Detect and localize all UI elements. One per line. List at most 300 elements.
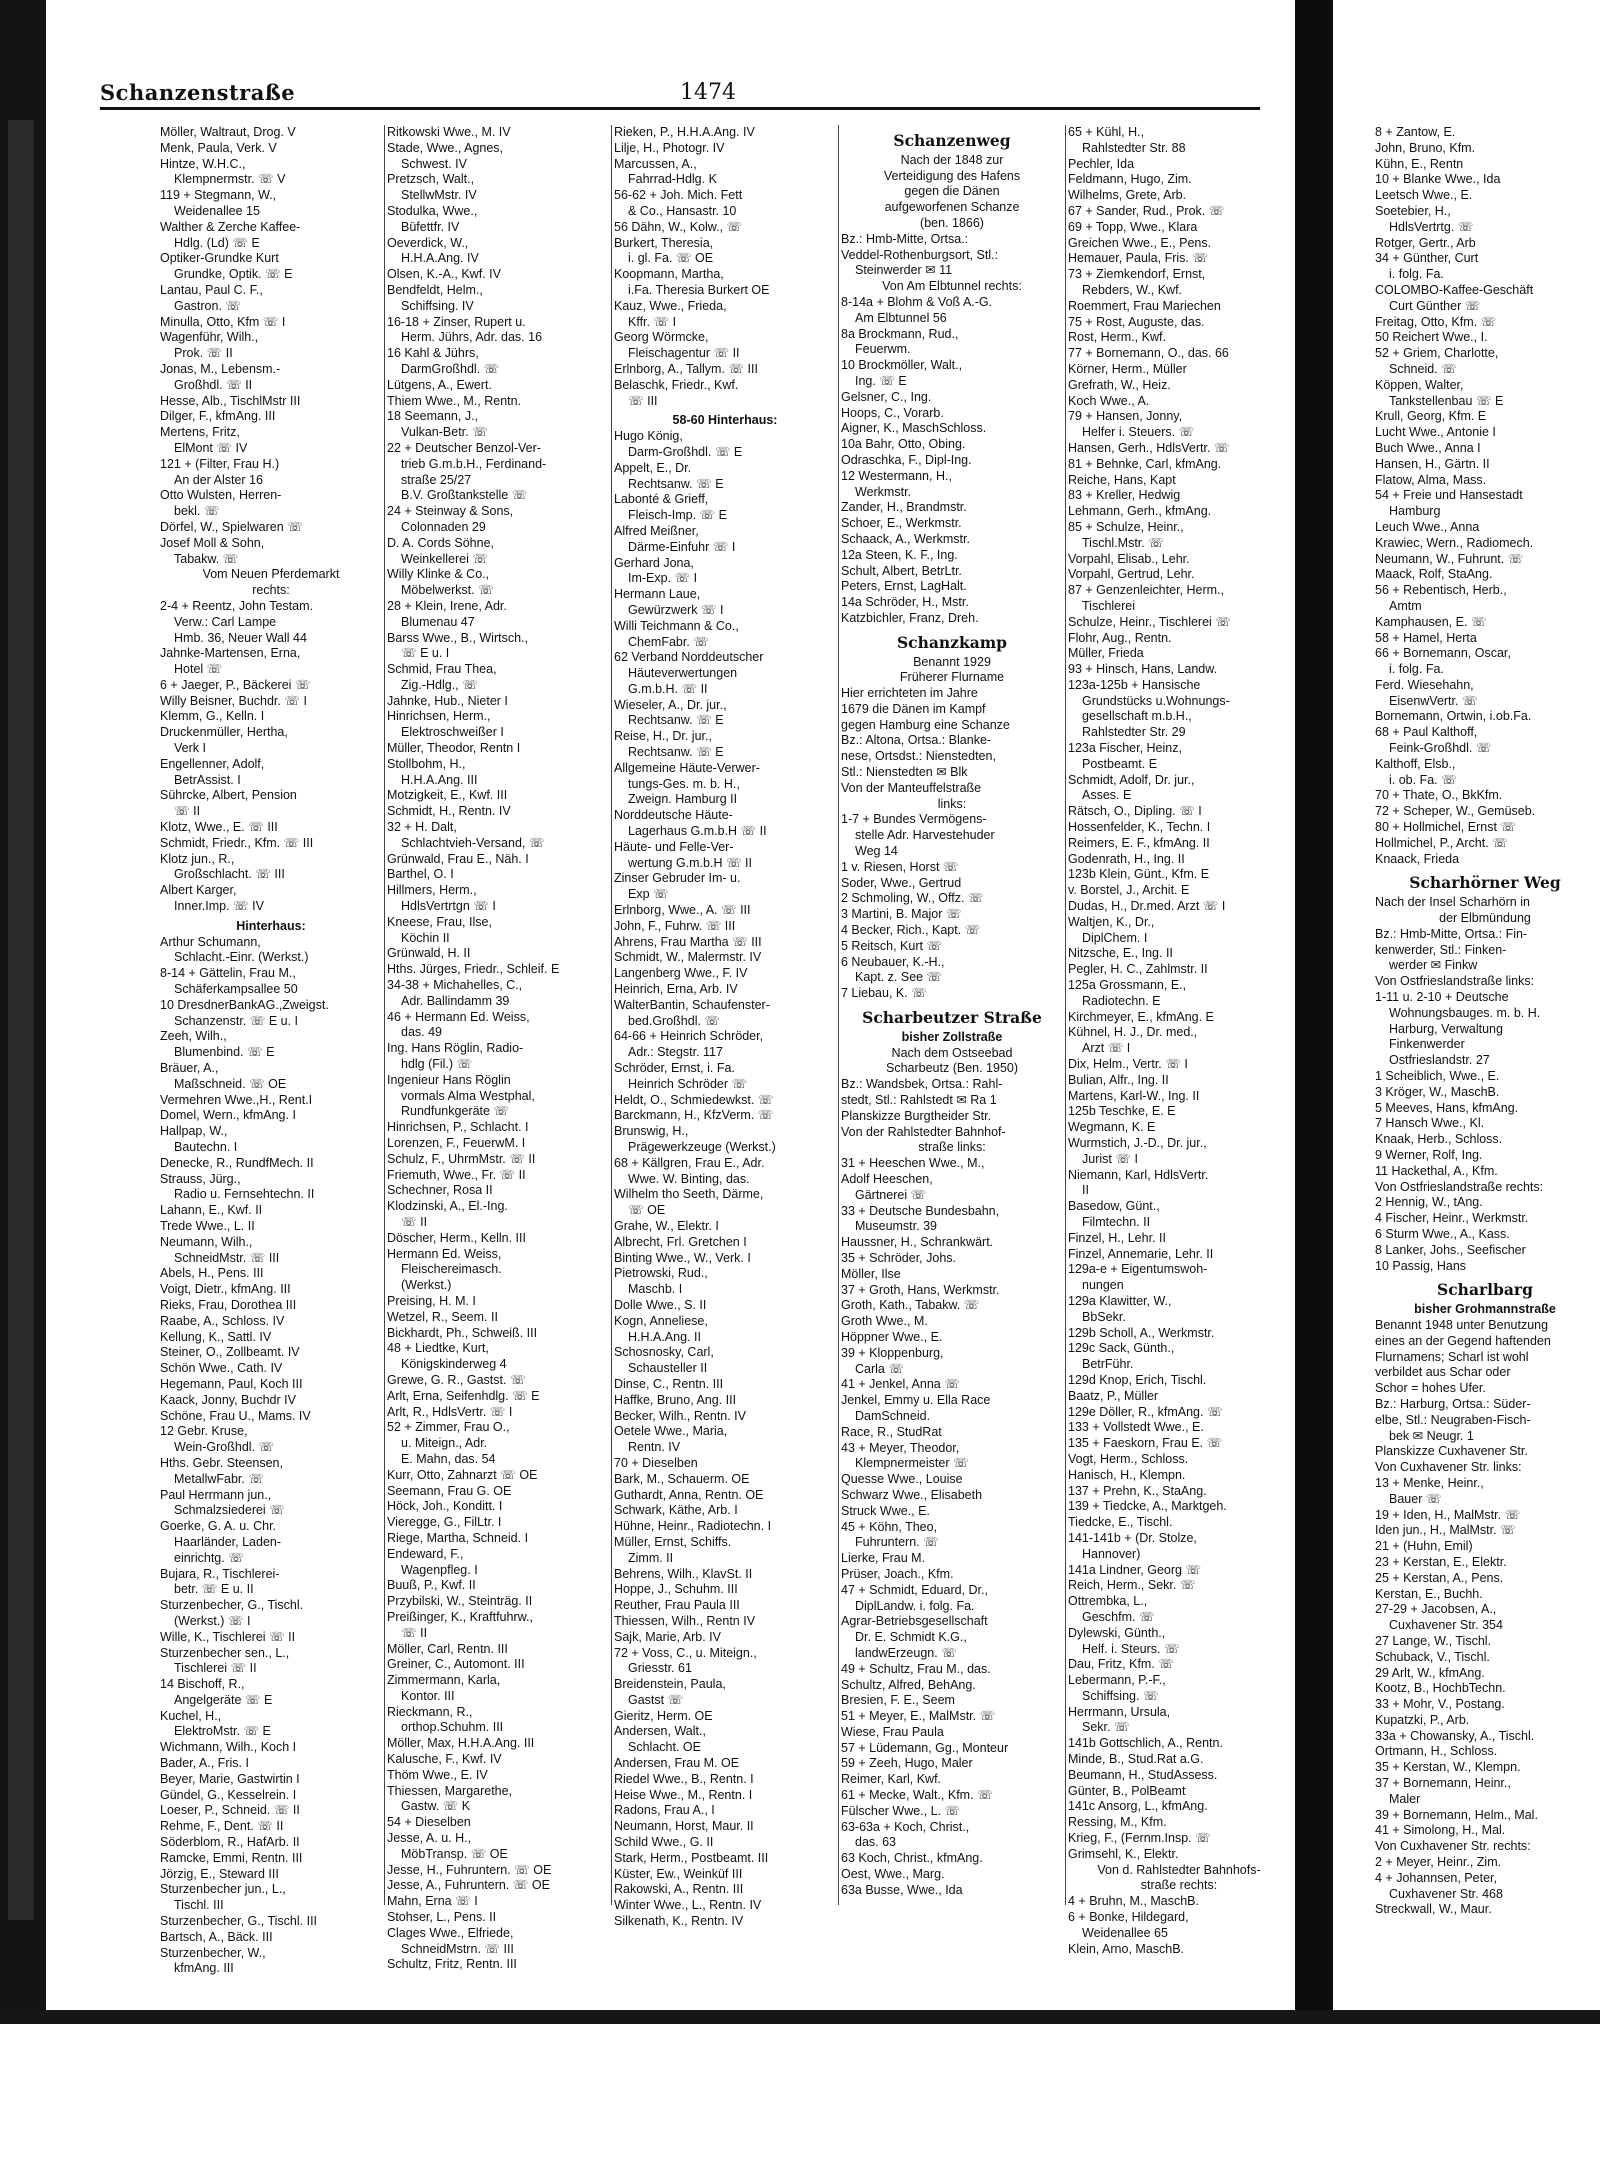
directory-entry: 27-29 + Jacobsen, A.,: [1375, 1602, 1497, 1617]
directory-entry: Kurr, Otto, Zahnarzt ☏ OE: [387, 1467, 538, 1482]
street-note: rechts:: [252, 583, 290, 598]
directory-entry: 10 + Blanke Wwe., Ida: [1375, 172, 1501, 187]
directory-entry: Klotz jun., R.,: [160, 851, 235, 866]
entry-continuation: Zig.-Hdlg., ☏: [401, 677, 478, 692]
entry-continuation: Schwest. IV: [401, 156, 467, 171]
directory-entry: Vieregge, G., FilLtr. I: [387, 1515, 502, 1530]
directory-entry: Ahrens, Frau Martha ☏ III: [614, 934, 762, 949]
entry-continuation: i.Fa. Theresia Burkert OE: [628, 282, 770, 297]
directory-entry: Agrar-Betriebsgesellschaft: [841, 1614, 988, 1629]
directory-entry: Dylewski, Günth.,: [1068, 1625, 1166, 1640]
directory-entry: 2-4 + Reentz, John Testam.: [160, 598, 313, 613]
directory-entry: Hermann Ed. Weiss,: [387, 1246, 502, 1261]
directory-column-2: [387, 125, 609, 2005]
directory-entry: Neumann, Horst, Maur. II: [614, 1819, 754, 1834]
entry-continuation: Bauer ☏: [1389, 1491, 1442, 1506]
directory-entry: Thiessen, Margarethe,: [387, 1783, 513, 1798]
directory-entry: Barss Wwe., B., Wirtsch.,: [387, 630, 528, 645]
directory-entry: Buuß, P., Kwf. II: [387, 1578, 476, 1593]
directory-entry: 2 Schmoling, W., Offz. ☏: [841, 891, 984, 906]
directory-entry: Willi Teichmann & Co.,: [614, 618, 739, 633]
directory-entry: Schmidt, Friedr., Kfm. ☏ III: [160, 835, 314, 850]
directory-entry: Zimmermann, Karla,: [387, 1673, 501, 1688]
directory-entry: 23 + Kerstan, E., Elektr.: [1375, 1554, 1507, 1569]
directory-entry: Knaack, Frieda: [1375, 851, 1460, 866]
directory-entry: 133 + Vollstedt Wwe., E.: [1068, 1420, 1204, 1435]
directory-entry: 1-7 + Bundes Vermögens-: [841, 812, 987, 827]
directory-entry: 123a-125b + Hansische: [1068, 677, 1201, 692]
street-heading: Schanzenweg: [893, 131, 1011, 150]
entry-continuation: Museumstr. 39: [855, 1219, 937, 1234]
directory-entry: Zeeh, Wilh.,: [160, 1029, 227, 1044]
directory-entry: Beumann, H., StudAssess.: [1068, 1767, 1218, 1782]
street-note: der Elbmündung: [1439, 911, 1531, 926]
directory-entry: Köppen, Walter,: [1375, 377, 1464, 392]
entry-continuation: BetrAssist. I: [174, 772, 241, 787]
directory-entry: Voigt, Dietr., kfmAng. III: [160, 1282, 291, 1297]
directory-entry: 45 + Köhn, Theo,: [841, 1519, 938, 1534]
directory-entry: Olsen, K.-A., Kwf. IV: [387, 267, 501, 282]
entry-continuation: Gewürzwerk ☏ I: [628, 602, 724, 617]
entry-continuation: wertung G.m.b.H ☏ II: [628, 855, 752, 870]
directory-entry: Hemauer, Paula, Fris. ☏: [1068, 251, 1208, 266]
directory-entry: 129d Knop, Erich, Tischl.: [1068, 1372, 1207, 1387]
directory-entry: Mertens, Fritz,: [160, 425, 240, 440]
directory-entry: 16-18 + Zinser, Rupert u.: [387, 314, 526, 329]
directory-entry: Labonté & Grieff,: [614, 492, 709, 507]
directory-entry: Bickhardt, Ph., Schweiß. III: [387, 1325, 538, 1340]
entry-continuation: u. Miteign., Adr.: [401, 1436, 488, 1451]
entry-continuation: Vulkan-Betr. ☏: [401, 425, 488, 440]
entry-continuation: Hotel ☏: [174, 662, 223, 677]
directory-entry: Rieckmann, R.,: [387, 1704, 473, 1719]
entry-continuation: Maler: [1389, 1791, 1421, 1806]
directory-entry: Preising, H. M. I: [387, 1293, 476, 1308]
directory-entry: Grewe, G. R., Gastst. ☏: [387, 1372, 526, 1387]
directory-entry: Möller, Waltraut, Drog. V: [160, 125, 296, 139]
directory-entry: 31 + Heeschen Wwe., M.,: [841, 1156, 985, 1171]
entry-continuation: Fleischereimasch.: [401, 1262, 502, 1277]
directory-entry: Müller, Frieda: [1068, 646, 1144, 661]
directory-entry: Peters, Ernst, LagHalt.: [841, 579, 967, 594]
directory-entry: 79 + Hansen, Jonny,: [1068, 409, 1183, 424]
directory-entry: 50 Reichert Wwe., I.: [1375, 330, 1488, 345]
directory-entry: 65 + Kühl, H.,: [1068, 125, 1145, 139]
entry-continuation: Zweign. Hamburg II: [628, 792, 738, 807]
directory-entry: Wichmann, Wilh., Koch I: [160, 1740, 297, 1755]
directory-entry: 39 + Bornemann, Helm., Mal.: [1375, 1807, 1538, 1822]
directory-entry: Schwark, Käthe, Arb. I: [614, 1503, 738, 1518]
directory-entry: 54 + Freie und Hansestadt: [1375, 488, 1523, 503]
entry-continuation: Wagenpfleg. I: [401, 1562, 478, 1577]
directory-entry: 9 Werner, Rolf, Ing.: [1375, 1148, 1483, 1162]
directory-entry: 25 + Kerstan, A., Pens.: [1375, 1570, 1504, 1585]
directory-entry: Hths. Jürges, Friedr., Schleif. E: [387, 962, 560, 977]
entry-continuation: Steinwerder ✉ 11: [855, 263, 953, 278]
directory-entry: Lebermann, P.-F.,: [1068, 1673, 1166, 1688]
entry-continuation: Angelgeräte ☏ E: [174, 1692, 273, 1707]
directory-entry: Lilje, H., Photogr. IV: [614, 140, 725, 155]
entry-continuation: Sekr. ☏: [1082, 1720, 1130, 1735]
directory-entry: Von Cuxhavener Str. links:: [1375, 1460, 1522, 1475]
entry-continuation: Jurist ☏ I: [1082, 1151, 1138, 1166]
street-note: Von Am Elbtunnel rechts:: [882, 279, 1022, 294]
entry-continuation: Griesstr. 61: [628, 1661, 692, 1676]
directory-entry: Herrmann, Ursula,: [1068, 1704, 1171, 1719]
directory-entry: Niemann, Karl, HdlsVertr.: [1068, 1167, 1209, 1182]
directory-entry: Hintze, W.H.C.,: [160, 156, 246, 171]
entry-continuation: Kontor. III: [401, 1688, 455, 1703]
directory-entry: Ritkowski Wwe., M. IV: [387, 125, 511, 139]
entry-continuation: E. Mahn, das. 54: [401, 1451, 496, 1466]
entry-continuation: Schanzenstr. ☏ E u. I: [174, 1013, 299, 1028]
directory-entry: Jahnke-Martensen, Erna,: [160, 646, 301, 661]
directory-entry: 129a Klawitter, W.,: [1068, 1293, 1172, 1308]
directory-entry: Martens, Karl-W., Ing. II: [1068, 1088, 1200, 1103]
directory-entry: 43 + Meyer, Theodor,: [841, 1440, 960, 1455]
directory-entry: 58 + Hamel, Herta: [1375, 630, 1477, 645]
directory-entry: Guthardt, Anna, Rentn. OE: [614, 1487, 764, 1502]
street-note: Scharbeutz (Ben. 1950): [885, 1061, 1019, 1076]
directory-entry: Abels, H., Pens. III: [160, 1266, 264, 1281]
directory-entry: Albrecht, Frl. Gretchen I: [614, 1234, 747, 1249]
directory-entry: 1 v. Riesen, Horst ☏: [841, 859, 959, 874]
directory-entry: Von Ostfrieslandstraße links:: [1375, 974, 1535, 989]
entry-continuation: BetrFühr.: [1082, 1357, 1134, 1372]
entry-continuation: Helfer i. Steuers. ☏: [1082, 425, 1195, 440]
directory-entry: 4 + Johannsen, Peter,: [1375, 1870, 1497, 1885]
directory-entry: Arthur Schumann,: [160, 934, 261, 949]
directory-entry: 5 Meeves, Hans, kfmAng.: [1375, 1100, 1519, 1115]
entry-continuation: stelle Adr. Harvestehuder: [855, 828, 995, 843]
directory-entry: Lantau, Paul C. F.,: [160, 282, 263, 297]
directory-entry: Nitzsche, E., Ing. II: [1068, 946, 1173, 961]
directory-entry: Dolle Wwe., S. II: [614, 1297, 707, 1312]
entry-continuation: ☏ III: [628, 393, 658, 408]
entry-continuation: Weidenallee 65: [1082, 1925, 1168, 1940]
directory-entry: 5 Reitsch, Kurt ☏: [841, 938, 943, 953]
directory-entry: Schmid, Frau Thea,: [387, 662, 497, 677]
directory-entry: Flatow, Alma, Mass.: [1375, 472, 1487, 487]
entry-continuation: Postbeamt. E: [1082, 756, 1158, 771]
directory-entry: Hanisch, H., Klempn.: [1068, 1467, 1186, 1482]
directory-entry: 77 + Bornemann, O., das. 66: [1068, 346, 1229, 361]
entry-continuation: Ing. ☏ E: [855, 373, 907, 388]
entry-continuation: ☏ OE: [628, 1203, 666, 1218]
entry-continuation: Radiotechn. E: [1082, 993, 1161, 1008]
directory-entry: Schoer, E., Werkmstr.: [841, 516, 962, 531]
directory-entry: Otto Wulsten, Herren-: [160, 488, 282, 503]
directory-entry: Kneese, Frau, Ilse,: [387, 914, 492, 929]
directory-entry: Feldmann, Hugo, Zim.: [1068, 172, 1192, 187]
entry-continuation: Adr.: Stegstr. 117: [628, 1045, 723, 1060]
directory-entry: Stark, Herm., Postbeamt. III: [614, 1850, 769, 1865]
directory-entry: Sturzenbecher, G., Tischl.: [160, 1598, 304, 1613]
directory-entry: 56 Dähn, W., Kolw., ☏: [614, 219, 743, 234]
directory-entry: Wilhelm tho Seeth, Därme,: [614, 1187, 764, 1202]
directory-entry: Von der Rahlstedter Bahnhof-: [841, 1124, 1006, 1139]
directory-entry: Kaack, Jonny, Buchdr IV: [160, 1392, 296, 1407]
directory-entry: Sturzenbecher, G., Tischl. III: [160, 1914, 318, 1929]
entry-continuation: HdlsVertrtgn ☏ I: [401, 899, 496, 914]
entry-continuation: Darm-Großhdl. ☏ E: [628, 444, 743, 459]
directory-entry: Hühne, Heinr., Radiotechn. I: [614, 1519, 772, 1534]
directory-entry: Hugo König,: [614, 429, 683, 444]
directory-entry: Binting Wwe., W., Verk. I: [614, 1250, 751, 1265]
directory-entry: Reiche, Hans, Kapt: [1068, 472, 1176, 487]
directory-entry: 10 Passig, Hans: [1375, 1258, 1467, 1273]
directory-entry: Bujara, R., Tischlerei-: [160, 1566, 280, 1581]
directory-entry: Arlt, R., HdlsVertr. ☏ I: [387, 1404, 513, 1419]
directory-entry: Andersen, Walt.,: [614, 1724, 706, 1739]
entry-continuation: Weg 14: [855, 844, 898, 859]
directory-entry: Heinrich, Erna, Arb. IV: [614, 982, 738, 997]
directory-entry: 62 Verband Norddeutscher: [614, 650, 764, 665]
page-number: 1474: [680, 80, 736, 105]
directory-entry: Häute- und Felle-Ver-: [614, 839, 734, 854]
directory-entry: Adolf Heeschen,: [841, 1172, 933, 1186]
directory-entry: Pretzsch, Walt.,: [387, 172, 475, 187]
directory-entry: 33 + Mohr, V., Postang.: [1375, 1697, 1505, 1712]
directory-entry: 63 Koch, Christ., kfmAng.: [841, 1851, 983, 1866]
entry-continuation: Blumenbind. ☏ E: [174, 1045, 275, 1060]
entry-continuation: II: [1082, 1183, 1089, 1198]
entry-continuation: DamSchneid.: [855, 1408, 931, 1423]
directory-entry: Schmidt, W., Malermstr. IV: [614, 950, 762, 965]
directory-entry: Schön Wwe., Cath. IV: [160, 1361, 283, 1376]
entry-continuation: Carla ☏: [855, 1361, 904, 1376]
sub-heading: bisher Zollstraße: [901, 1029, 1003, 1044]
directory-entry: 80 + Hollmichel, Ernst ☏: [1375, 820, 1517, 835]
directory-entry: Wetzel, R., Seem. II: [387, 1309, 498, 1324]
entry-continuation: Gastst ☏: [628, 1692, 684, 1707]
directory-entry: Freitag, Otto, Kfm. ☏: [1375, 314, 1497, 329]
directory-entry: Arlt, Erna, Seifenhdlg. ☏ E: [387, 1388, 540, 1403]
directory-entry: Grünwald, Frau E., Näh. I: [387, 851, 529, 866]
entry-continuation: Prok. ☏ II: [174, 346, 233, 361]
directory-entry: Clages Wwe., Elfriede,: [387, 1925, 514, 1940]
directory-entry: Stodulka, Wwe.,: [387, 203, 478, 218]
entry-continuation: Gärtnerei ☏: [855, 1187, 927, 1202]
entry-continuation: trieb G.m.b.H., Ferdinand-: [401, 456, 547, 471]
entry-continuation: BbSekr.: [1082, 1309, 1126, 1324]
entry-continuation: Grundstücks u.Wohnungs-: [1082, 693, 1230, 708]
entry-continuation: i. folg. Fa.: [1389, 662, 1444, 677]
directory-entry: Klemm, G., Kelln. I: [160, 709, 265, 724]
street-note: links:: [937, 796, 967, 811]
entry-continuation: Klempnermeister ☏: [855, 1456, 969, 1471]
directory-entry: Winter Wwe., L., Rentn. IV: [614, 1898, 762, 1913]
directory-entry: Wurmstich, J.-D., Dr. jur.,: [1068, 1136, 1207, 1150]
scan-edge-stripe: [8, 120, 34, 1920]
entry-continuation: Königskinderweg 4: [401, 1357, 507, 1372]
entry-continuation: Verw.: Carl Lampe: [174, 614, 277, 629]
street-note: Verteidigung des Hafens: [883, 168, 1021, 183]
sub-heading: Hinterhaus:: [236, 918, 306, 933]
entry-continuation: Blumenau 47: [401, 614, 475, 629]
directory-entry: Reuther, Frau Paula III: [614, 1598, 740, 1613]
entry-continuation: Rundfunkgeräte ☏: [401, 1104, 510, 1119]
directory-entry: Höck, Joh., Konditt. I: [387, 1499, 503, 1514]
directory-entry: Wiese, Frau Paula: [841, 1724, 944, 1739]
directory-entry: Bräuer, A.,: [160, 1061, 219, 1076]
entry-continuation: & Co., Hansastr. 10: [628, 203, 737, 218]
directory-entry: Hegemann, Paul, Koch III: [160, 1376, 303, 1391]
street-heading: Schanzkamp: [896, 632, 1008, 652]
directory-entry: Hollmichel, P., Archt. ☏: [1375, 835, 1508, 850]
directory-entry: 46 + Hermann Ed. Weiss,: [387, 1009, 530, 1024]
directory-entry: Schor = hohes Ufer.: [1375, 1381, 1486, 1396]
directory-entry: Bz.: Hmb-Mitte, Ortsa.: Fin-: [1375, 926, 1528, 941]
directory-entry: Loeser, P., Schneid. ☏ II: [160, 1803, 300, 1818]
entry-continuation: Geschfm. ☏: [1082, 1609, 1155, 1624]
directory-entry: Neumann, Wilh.,: [160, 1234, 253, 1249]
directory-entry: Vermehren Wwe.,H., Rent.I: [160, 1092, 313, 1107]
entry-continuation: ElMont ☏ IV: [174, 440, 248, 455]
directory-entry: Höppner Wwe., E.: [841, 1329, 943, 1344]
directory-entry: 56 + Rebentisch, Herb.,: [1375, 583, 1507, 598]
directory-entry: Bz.: Hmb-Mitte, Ortsa.:: [841, 231, 969, 246]
directory-entry: 125a Grossmann, E.,: [1068, 978, 1187, 993]
entry-continuation: Kffr. ☏ I: [628, 314, 677, 329]
directory-entry: Brunswig, H.,: [614, 1124, 689, 1139]
directory-entry: Krieg, F., (Fernm.Insp. ☏: [1068, 1831, 1211, 1846]
directory-entry: Willy Klinke & Co.,: [387, 567, 490, 582]
directory-entry: Sührcke, Albert, Pension: [160, 788, 297, 803]
directory-entry: Reimer, Karl, Kwf.: [841, 1772, 942, 1787]
directory-entry: Jonas, M., Lebensm.-: [160, 361, 281, 376]
directory-entry: 121 + (Filter, Frau H.): [160, 456, 280, 471]
directory-entry: Rieks, Frau, Dorothea III: [160, 1297, 297, 1312]
directory-entry: Söderblom, R., HafArb. II: [160, 1835, 300, 1850]
directory-entry: Thiem Wwe., M., Rentn.: [387, 393, 522, 408]
directory-entry: 64-66 + Heinrich Schröder,: [614, 1029, 764, 1044]
directory-entry: 57 + Lüdemann, Gg., Monteur: [841, 1740, 1009, 1755]
scan-bottom-edge: [0, 2010, 1600, 2024]
directory-entry: 137 + Prehn, K., StaAng.: [1068, 1483, 1207, 1498]
directory-column-3: [614, 125, 836, 2005]
directory-entry: Grimsehl, K., Elektr.: [1068, 1846, 1179, 1861]
directory-entry: Rieken, P., H.H.A.Ang. IV: [614, 125, 755, 139]
entry-continuation: ☏ II: [401, 1214, 428, 1229]
directory-entry: 35 + Schröder, Johs.: [841, 1250, 957, 1265]
directory-entry: Breidenstein, Paula,: [614, 1677, 726, 1692]
directory-entry: Klotz, Wwe., E. ☏ III: [160, 820, 278, 835]
entry-continuation: DiplLandw. i. folg. Fa.: [855, 1598, 975, 1613]
entry-continuation: Fahrrad-Hdlg. K: [628, 172, 717, 187]
directory-entry: 29 Arlt, W., kfmAng.: [1375, 1665, 1485, 1680]
directory-column-6: [1375, 125, 1595, 2005]
entry-continuation: Schneid. ☏: [1389, 361, 1457, 376]
directory-entry: Jesse, A., Fuhruntern. ☏ OE: [387, 1878, 550, 1893]
entry-continuation: Tabakw. ☏: [174, 551, 239, 566]
entry-continuation: Klempnermstr. ☏ V: [174, 172, 286, 187]
entry-continuation: Herm. Jührs, Adr. das. 16: [401, 330, 543, 345]
directory-entry: Becker, Wilh., Rentn. IV: [614, 1408, 746, 1423]
directory-entry: Goerke, G. A. u. Chr.: [160, 1519, 277, 1534]
entry-continuation: kfmAng. III: [174, 1961, 234, 1976]
directory-entry: Hallpap, W.,: [160, 1124, 228, 1139]
entry-continuation: Bautechn. I: [174, 1140, 238, 1154]
directory-entry: Dix, Helm., Vertr. ☏ I: [1068, 1057, 1188, 1072]
directory-entry: Willy Beisner, Buchdr. ☏ I: [160, 693, 307, 708]
directory-entry: Bartsch, A., Bäck. III: [160, 1929, 273, 1944]
entry-continuation: DiplChem. I: [1082, 930, 1148, 945]
entry-continuation: Därme-Einfuhr ☏ I: [628, 539, 736, 554]
entry-continuation: MetallwFabr. ☏: [174, 1471, 264, 1486]
directory-entry: Flurnamens; Scharl ist wohl: [1375, 1349, 1529, 1364]
entry-continuation: Hdlg. (Ld) ☏ E: [174, 235, 260, 250]
directory-entry: Planskizze Burgtheider Str.: [841, 1108, 992, 1123]
directory-entry: Leuch Wwe., Anna: [1375, 519, 1480, 534]
entry-continuation: Hamburg: [1389, 504, 1441, 519]
directory-entry: 70 + Dieselben: [614, 1455, 698, 1470]
entry-continuation: ☏ II: [174, 804, 201, 819]
directory-entry: Gerhard Jona,: [614, 555, 694, 570]
directory-entry: Seemann, Frau G. OE: [387, 1483, 512, 1498]
entry-continuation: H.H.A.Ang. III: [401, 772, 478, 787]
directory-entry: Domel, Wern., kfmAng. I: [160, 1108, 296, 1123]
directory-entry: Hier errichteten im Jahre: [841, 686, 978, 701]
directory-entry: Optiker-Grundke Kurt: [160, 251, 279, 266]
directory-entry: Zander, H., Brandmstr.: [841, 500, 967, 515]
directory-entry: 32 + H. Dalt,: [387, 820, 457, 835]
entry-continuation: Zimm. II: [628, 1550, 674, 1565]
directory-entry: Bz.: Wandsbek, Ortsa.: Rahl-: [841, 1077, 1003, 1092]
entry-continuation: das. 49: [401, 1025, 443, 1040]
entry-continuation: Feuerwm.: [855, 342, 911, 357]
directory-entry: 1-11 u. 2-10 + Deutsche: [1375, 990, 1509, 1005]
entry-continuation: Tankstellenbau ☏ E: [1389, 393, 1504, 408]
entry-continuation: Rechtsanw. ☏ E: [628, 476, 724, 491]
directory-entry: 6 + Bonke, Hildegard,: [1068, 1910, 1189, 1925]
directory-entry: Georg Wörmcke,: [614, 330, 709, 345]
street-heading: Scharbeutzer Straße: [862, 1008, 1042, 1028]
directory-entry: kenwerder, Stl.: Finken-: [1375, 942, 1507, 957]
directory-entry: Hths. Gebr. Steensen,: [160, 1455, 283, 1470]
entry-continuation: H.H.A.Ang. IV: [401, 251, 479, 266]
directory-entry: Streckwall, W., Maur.: [1375, 1902, 1492, 1917]
directory-entry: 47 + Schmidt, Eduard, Dr.,: [841, 1582, 988, 1597]
directory-entry: Möller, Carl, Rentn. III: [387, 1641, 508, 1656]
directory-entry: nese, Ortsdst.: Nienstedten,: [841, 749, 996, 764]
directory-entry: 73 + Ziemkendorf, Ernst,: [1068, 267, 1206, 282]
directory-entry: v. Borstel, J., Archit. E: [1068, 883, 1190, 898]
entry-continuation: Im-Exp. ☏ I: [628, 571, 698, 586]
entry-continuation: Fuhruntern. ☏: [855, 1535, 939, 1550]
entry-continuation: Hannover): [1082, 1546, 1141, 1561]
entry-continuation: (Werkst.): [401, 1278, 452, 1293]
directory-entry: Kauz, Wwe., Frieda,: [614, 298, 727, 313]
directory-entry: Wieseler, A., Dr. jur.,: [614, 697, 727, 712]
directory-entry: 59 + Zeeh, Hugo, Maler: [841, 1756, 973, 1771]
directory-entry: Schmidt, Adolf, Dr. jur.,: [1068, 772, 1195, 787]
entry-continuation: Fleisch-Imp. ☏ E: [628, 508, 727, 523]
directory-entry: 18 Seemann, J.,: [387, 409, 479, 424]
entry-continuation: ☏ E u. I: [401, 646, 450, 661]
directory-entry: Hoppe, J., Schuhm. III: [614, 1582, 738, 1597]
directory-entry: Godenrath, H., Ing. II: [1068, 851, 1185, 866]
directory-entry: 19 + Iden, H., MalMstr. ☏: [1375, 1507, 1521, 1522]
directory-entry: 2 + Meyer, Heinr., Zim.: [1375, 1855, 1502, 1870]
directory-entry: Döscher, Herm., Kelln. III: [387, 1230, 526, 1245]
directory-entry: 1 Scheiblich, Wwe., E.: [1375, 1069, 1500, 1084]
directory-entry: Minulla, Otto, Kfm ☏ I: [160, 314, 286, 329]
directory-entry: Rotger, Gertr., Arb: [1375, 235, 1476, 250]
directory-entry: Lütgens, A., Ewert.: [387, 377, 492, 392]
directory-entry: Dudas, H., Dr.med. Arzt ☏ I: [1068, 899, 1226, 914]
directory-entry: Baatz, P., Müller: [1068, 1388, 1159, 1403]
